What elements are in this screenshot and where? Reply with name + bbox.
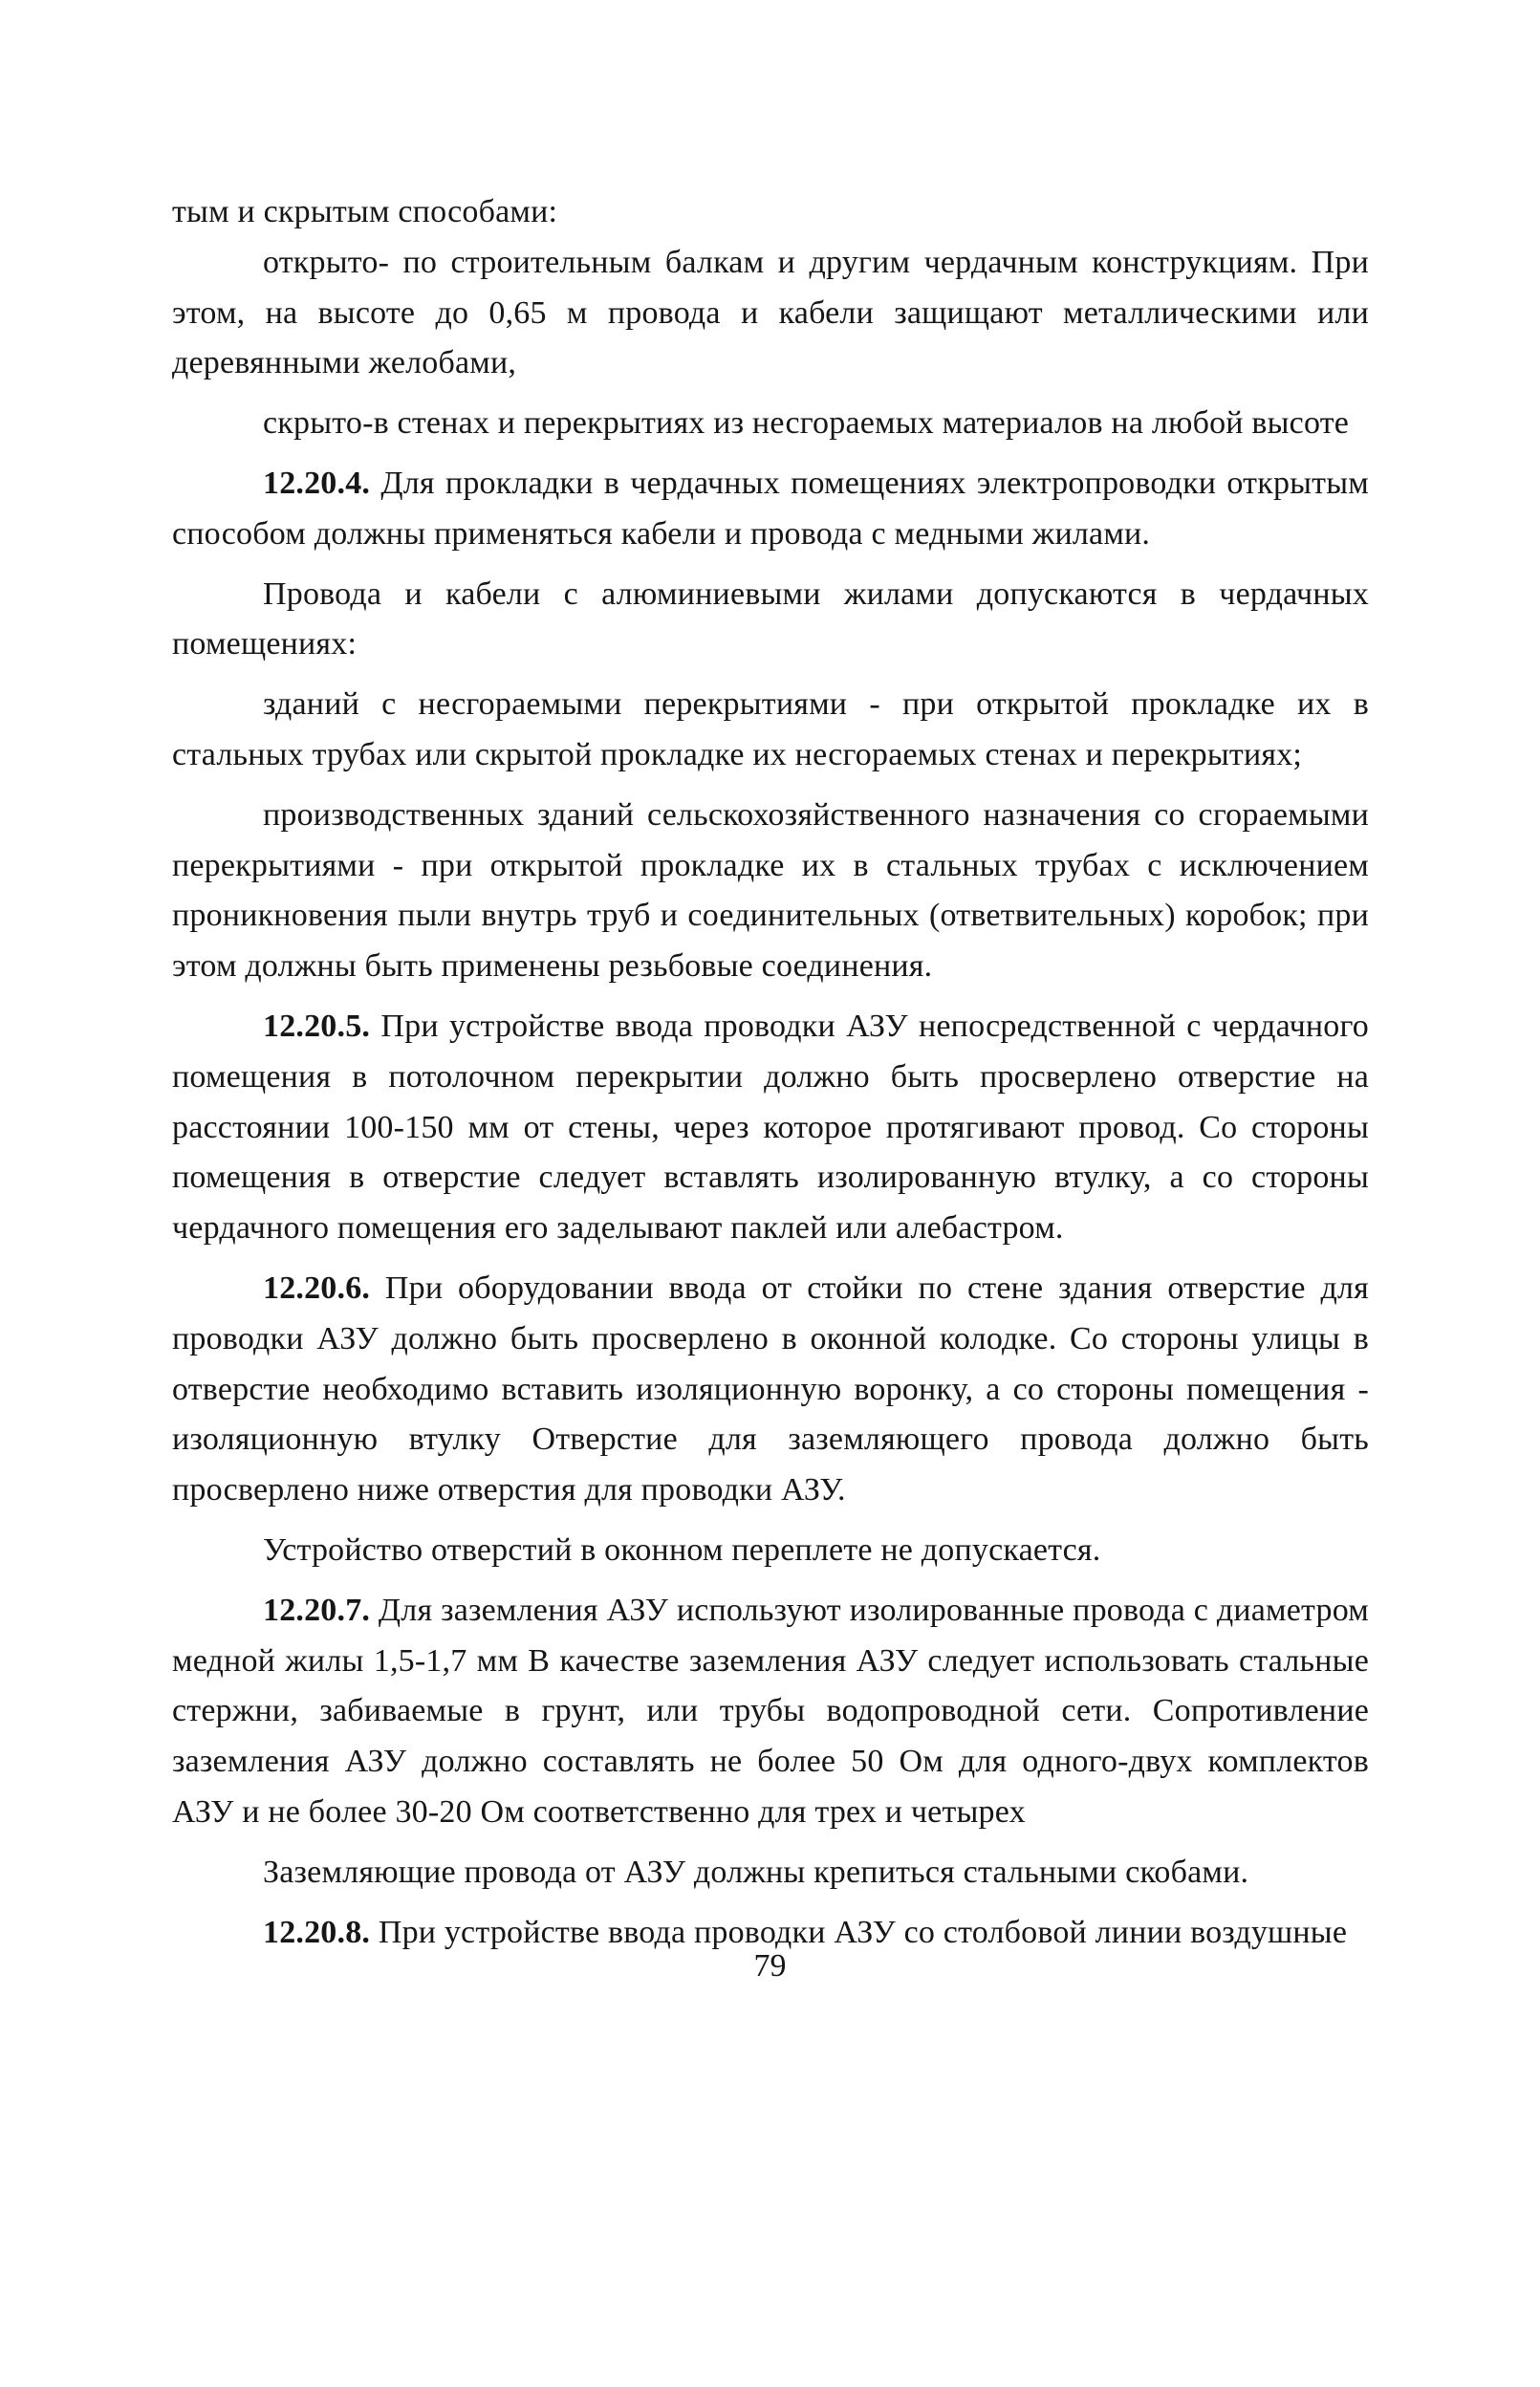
paragraph-3: скрыто-в стенах и перекрытиях из несгораемых материалов на любой высоте [263,405,1350,442]
paragraph-7: производственных зданий сельскохозяйственного назначения со сгораемыми перекрытиями - при открытой прокладке их в стальных трубах с исключением проникновения пыли внутрь труб и соединительных (ответвительных) коробок; при этом должны быть применены резьбовые соединения. [172,796,1369,985]
section-12-20-8: 12.20.8. При устройстве ввода проводки АЗУ со столбовой линии воздушные [263,1914,1348,1950]
paragraph-10: Устройство отверстий в оконном переплете не допускается. [263,1531,1101,1568]
section-12-20-5: 12.20.5. При устройстве ввода проводки АЗУ непосредственной с чердачного помещения в потолочном перекрытии должно быть просверлено отверстие на расстоянии 100-150 мм от стены, через которое протягивают провод. Со стороны помещения в отверстие следует вставлять изолированную втулку, а со стороны чердачного помещения его заделывают паклей или алебастром. [172,1008,1369,1247]
section-12-20-6: 12.20.6. При оборудовании ввода от стойки по стене здания отверстие для проводки АЗУ должно быть просверлено в оконной колодке. Со стороны улицы в отверстие необходимо вставить изоляционную воронку, а со стороны помещения - изоляционную втулку Отверстие для заземляющего провода должно быть просверлено ниже отверстия для проводки АЗУ. [172,1269,1370,1508]
section-number: 12.20.4. [263,465,371,501]
page-number: 79 [753,1948,787,1984]
paragraph-2: открыто- по строительным балкам и другим чердачным конструкциям. При этом, на высоте до 0,65 м провода и кабели защищают металлическими или деревянными желобами, [172,244,1369,381]
section-12-20-7: 12.20.7. Для заземления АЗУ используют изолированные провода с диаметром медной жилы 1,5-1,7 мм В качестве заземления АЗУ следует использовать стальные стержни, забиваемые в грунт, или трубы водопроводной сети. Сопротивление заземления АЗУ должно составлять не более 50 Ом для одного-двух комплектов АЗУ и не более 30-20 Ом соответственно для трех и четырех [172,1592,1369,1830]
paragraph-12: Заземляющие провода от АЗУ должны крепиться стальными скобами. [263,1854,1249,1890]
section-12-20-4: 12.20.4. Для прокладки в чердачных помещениях электропроводки открытым способом должны применяться кабели и провода с медными жилами. [172,465,1370,552]
paragraph-1: тым и скрытым способами: [172,194,558,229]
paragraph-5: Провода и кабели с алюминиевыми жилами допускаются в чердачных помещениях: [172,575,1369,662]
body-text [172,187,1369,1958]
section-number: 12.20.8. [263,1914,371,1950]
paragraph-6: зданий с несгораемыми перекрытиями - при открытой прокладке их в стальных трубах или скрытой прокладке их несгораемых стенах и перекрытиях; [172,686,1369,772]
section-number: 12.20.6. [263,1269,371,1306]
section-number: 12.20.5. [263,1008,371,1044]
section-number: 12.20.7. [263,1592,371,1628]
